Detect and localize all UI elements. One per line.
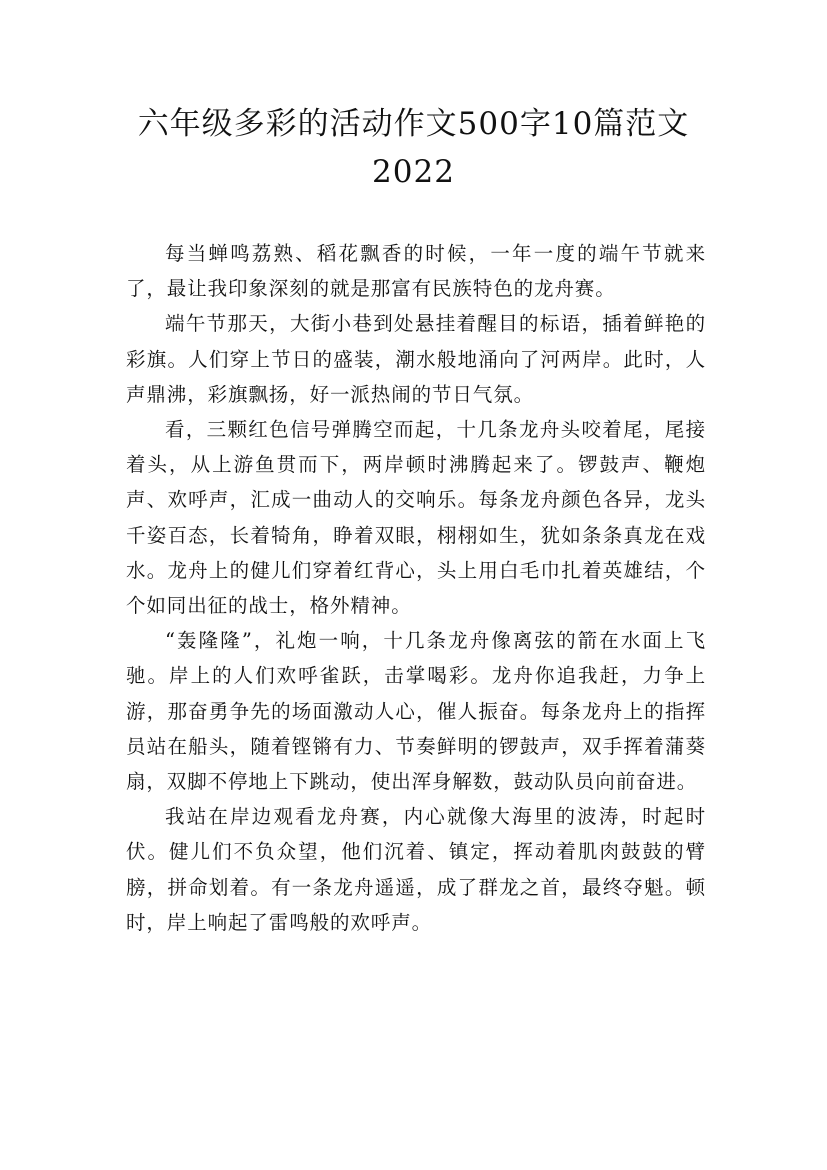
document-body: [126, 236, 706, 940]
paragraph-1: 每当蝉鸣荔熟、稻花飘香的时候，一年一度的端午节就来了，最让我印象深刻的就是那富有民族特色的龙舟赛。: [126, 242, 706, 301]
title-line-1: 六年级多彩的活动作文500字10篇范文: [137, 106, 690, 142]
paragraph-4: “轰隆隆”，礼炮一响，十几条龙舟像离弦的箭在水面上飞驰。岸上的人们欢呼雀跃，击掌喝彩。龙舟你追我赶，力争上游，那奋勇争先的场面激动人心，催人振奋。每条龙舟上的指挥员站在船头，随着铿锵有力、节奏鲜明的锣鼓声，双手挥着蒲葵扇，双脚不停地上下跳动，使出浑身解数，鼓动队员向前奋进。: [126, 629, 706, 794]
paragraph-3: 看，三颗红色信号弹腾空而起，十几条龙舟头咬着尾，尾接着头，从上游鱼贯而下，两岸顿时沸腾起来了。锣鼓声、鞭炮声、欢呼声，汇成一曲动人的交响乐。每条龙舟颜色各异，龙头千姿百态，长着犄角，睁着双眼，栩栩如生，犹如条条真龙在戏水。龙舟上的健儿们穿着红背心，头上用白毛巾扎着英雄结，个个如同出征的战士，格外精神。: [126, 418, 706, 618]
title-line-2: 2022: [372, 154, 455, 190]
paragraph-5: 我站在岸边观看龙舟赛，内心就像大海里的波涛，时起时伏。健儿们不负众望，他们沉着、镇定，挥动着肌肉鼓鼓的臂膀，拼命划着。有一条龙舟遥遥，成了群龙之首，最终夺魁。顿时，岸上响起了雷鸣般的欢呼声。: [126, 805, 706, 934]
paragraph-2: 端午节那天，大街小巷到处悬挂着醒目的标语，插着鲜艳的彩旗。人们穿上节日的盛装，潮水般地涌向了河两岸。此时，人声鼎沸，彩旗飘扬，好一派热闹的节日气氛。: [126, 312, 706, 406]
document-title: [100, 100, 727, 196]
